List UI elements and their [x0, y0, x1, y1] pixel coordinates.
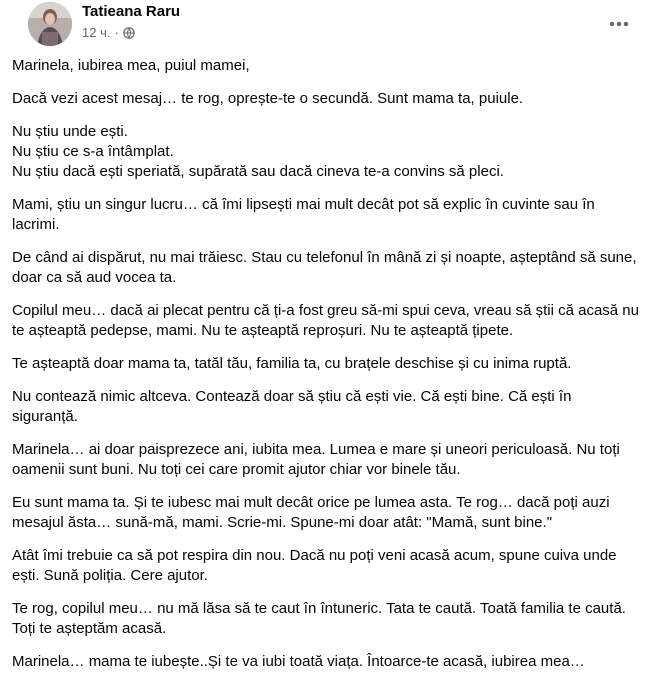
- post-paragraph: [12, 89, 640, 109]
- post-timestamp[interactable]: 12 ч.: [82, 25, 111, 40]
- post-text-line: Dacă vezi acest mesaj… te rog, oprește-te o secundă. Sunt mama ta, puiule.: [12, 90, 524, 107]
- post-meta: [82, 25, 135, 40]
- post-text-line: Nu contează nimic altceva. Contează doar să știu că ești vie. Că ești bine. Că ești în siguranță.: [12, 388, 572, 425]
- post-text-line: Mami, știu un singur lucru… că îmi lipsești mai mult decât pot să explic în cuvinte sau în lacrimi.: [12, 196, 595, 233]
- post-body: [12, 56, 640, 685]
- post-text-line: Nu știu dacă ești speriată, supărată sau dacă cineva te-a convins să pleci.: [12, 163, 504, 180]
- post-text-line: Atât îmi trebuie ca să pot respira din nou. Dacă nu poți veni acasă acum, spune cuiva unde ești. Sună poliția. Cere ajutor.: [12, 547, 617, 584]
- post-text-line: Marinela… ai doar paisprezece ani, iubita mea. Lumea e mare și uneori periculoasă. Nu toți oamenii sunt buni. Nu toți cei care promit ajutor chiar vor binele tău.: [12, 441, 620, 478]
- meta-separator: ·: [114, 25, 119, 40]
- post-text-line: Nu știu ce s-a întâmplat.: [12, 143, 174, 160]
- post-text-line: De când ai dispărut, nu mai trăiesc. Stau cu telefonul în mână zi și noapte, așteptând să sune, doar ca să aud vocea ta.: [12, 249, 637, 286]
- post-paragraph: [12, 56, 640, 76]
- post-paragraph: [12, 440, 640, 480]
- post-paragraph: [12, 387, 640, 427]
- post-paragraph: [12, 248, 640, 288]
- post-text-line: Nu știu unde ești.: [12, 123, 128, 140]
- post-text-line: Marinela, iubirea mea, puiul mamei,: [12, 57, 250, 74]
- author-avatar[interactable]: [28, 2, 72, 46]
- author-name[interactable]: Tatieana Raru: [82, 3, 181, 20]
- post-text-line: Marinela… mama te iubește..Și te va iubi toată viața. Întoarce-te acasă, iubirea mea…: [12, 653, 585, 670]
- more-options-button[interactable]: [607, 12, 631, 36]
- post-text-line: Te așteaptă doar mama ta, tatăl tău, familia ta, cu brațele deschise și cu inima ruptă.: [12, 355, 572, 372]
- post-paragraph: [12, 195, 640, 235]
- post-paragraph: [12, 652, 640, 672]
- post-paragraph: [12, 493, 640, 533]
- post-text-line: Eu sunt mama ta. Și te iubesc mai mult decât orice pe lumea asta. Te rog… dacă poți auzi mesajul ăsta… sună-mă, mami. Scrie-mi. Spune-mi doar atât: "Mamă, sunt bine.": [12, 494, 610, 531]
- globe-icon[interactable]: [123, 27, 135, 39]
- post-paragraph: [12, 301, 640, 341]
- avatar-photo-icon: [28, 2, 72, 46]
- more-horizontal-icon: [609, 21, 629, 27]
- post-header: [16, 0, 643, 52]
- post-text-line: Copilul meu… dacă ai plecat pentru că ți-a fost greu să-mi spui ceva, vreau să știi că acasă nu te așteaptă pedepse, mami. Nu te așteaptă reproșuri. Nu te așteaptă țipete.: [12, 302, 639, 339]
- post-paragraph: [12, 354, 640, 374]
- post-paragraph: [12, 599, 640, 639]
- post-text-line: Te rog, copilul meu… nu mă lăsa să te caut în întuneric. Tata te caută. Toată familia te caută. Toți te așteptăm acasă.: [12, 600, 626, 637]
- post-paragraph: [12, 122, 640, 182]
- post-paragraph: [12, 546, 640, 586]
